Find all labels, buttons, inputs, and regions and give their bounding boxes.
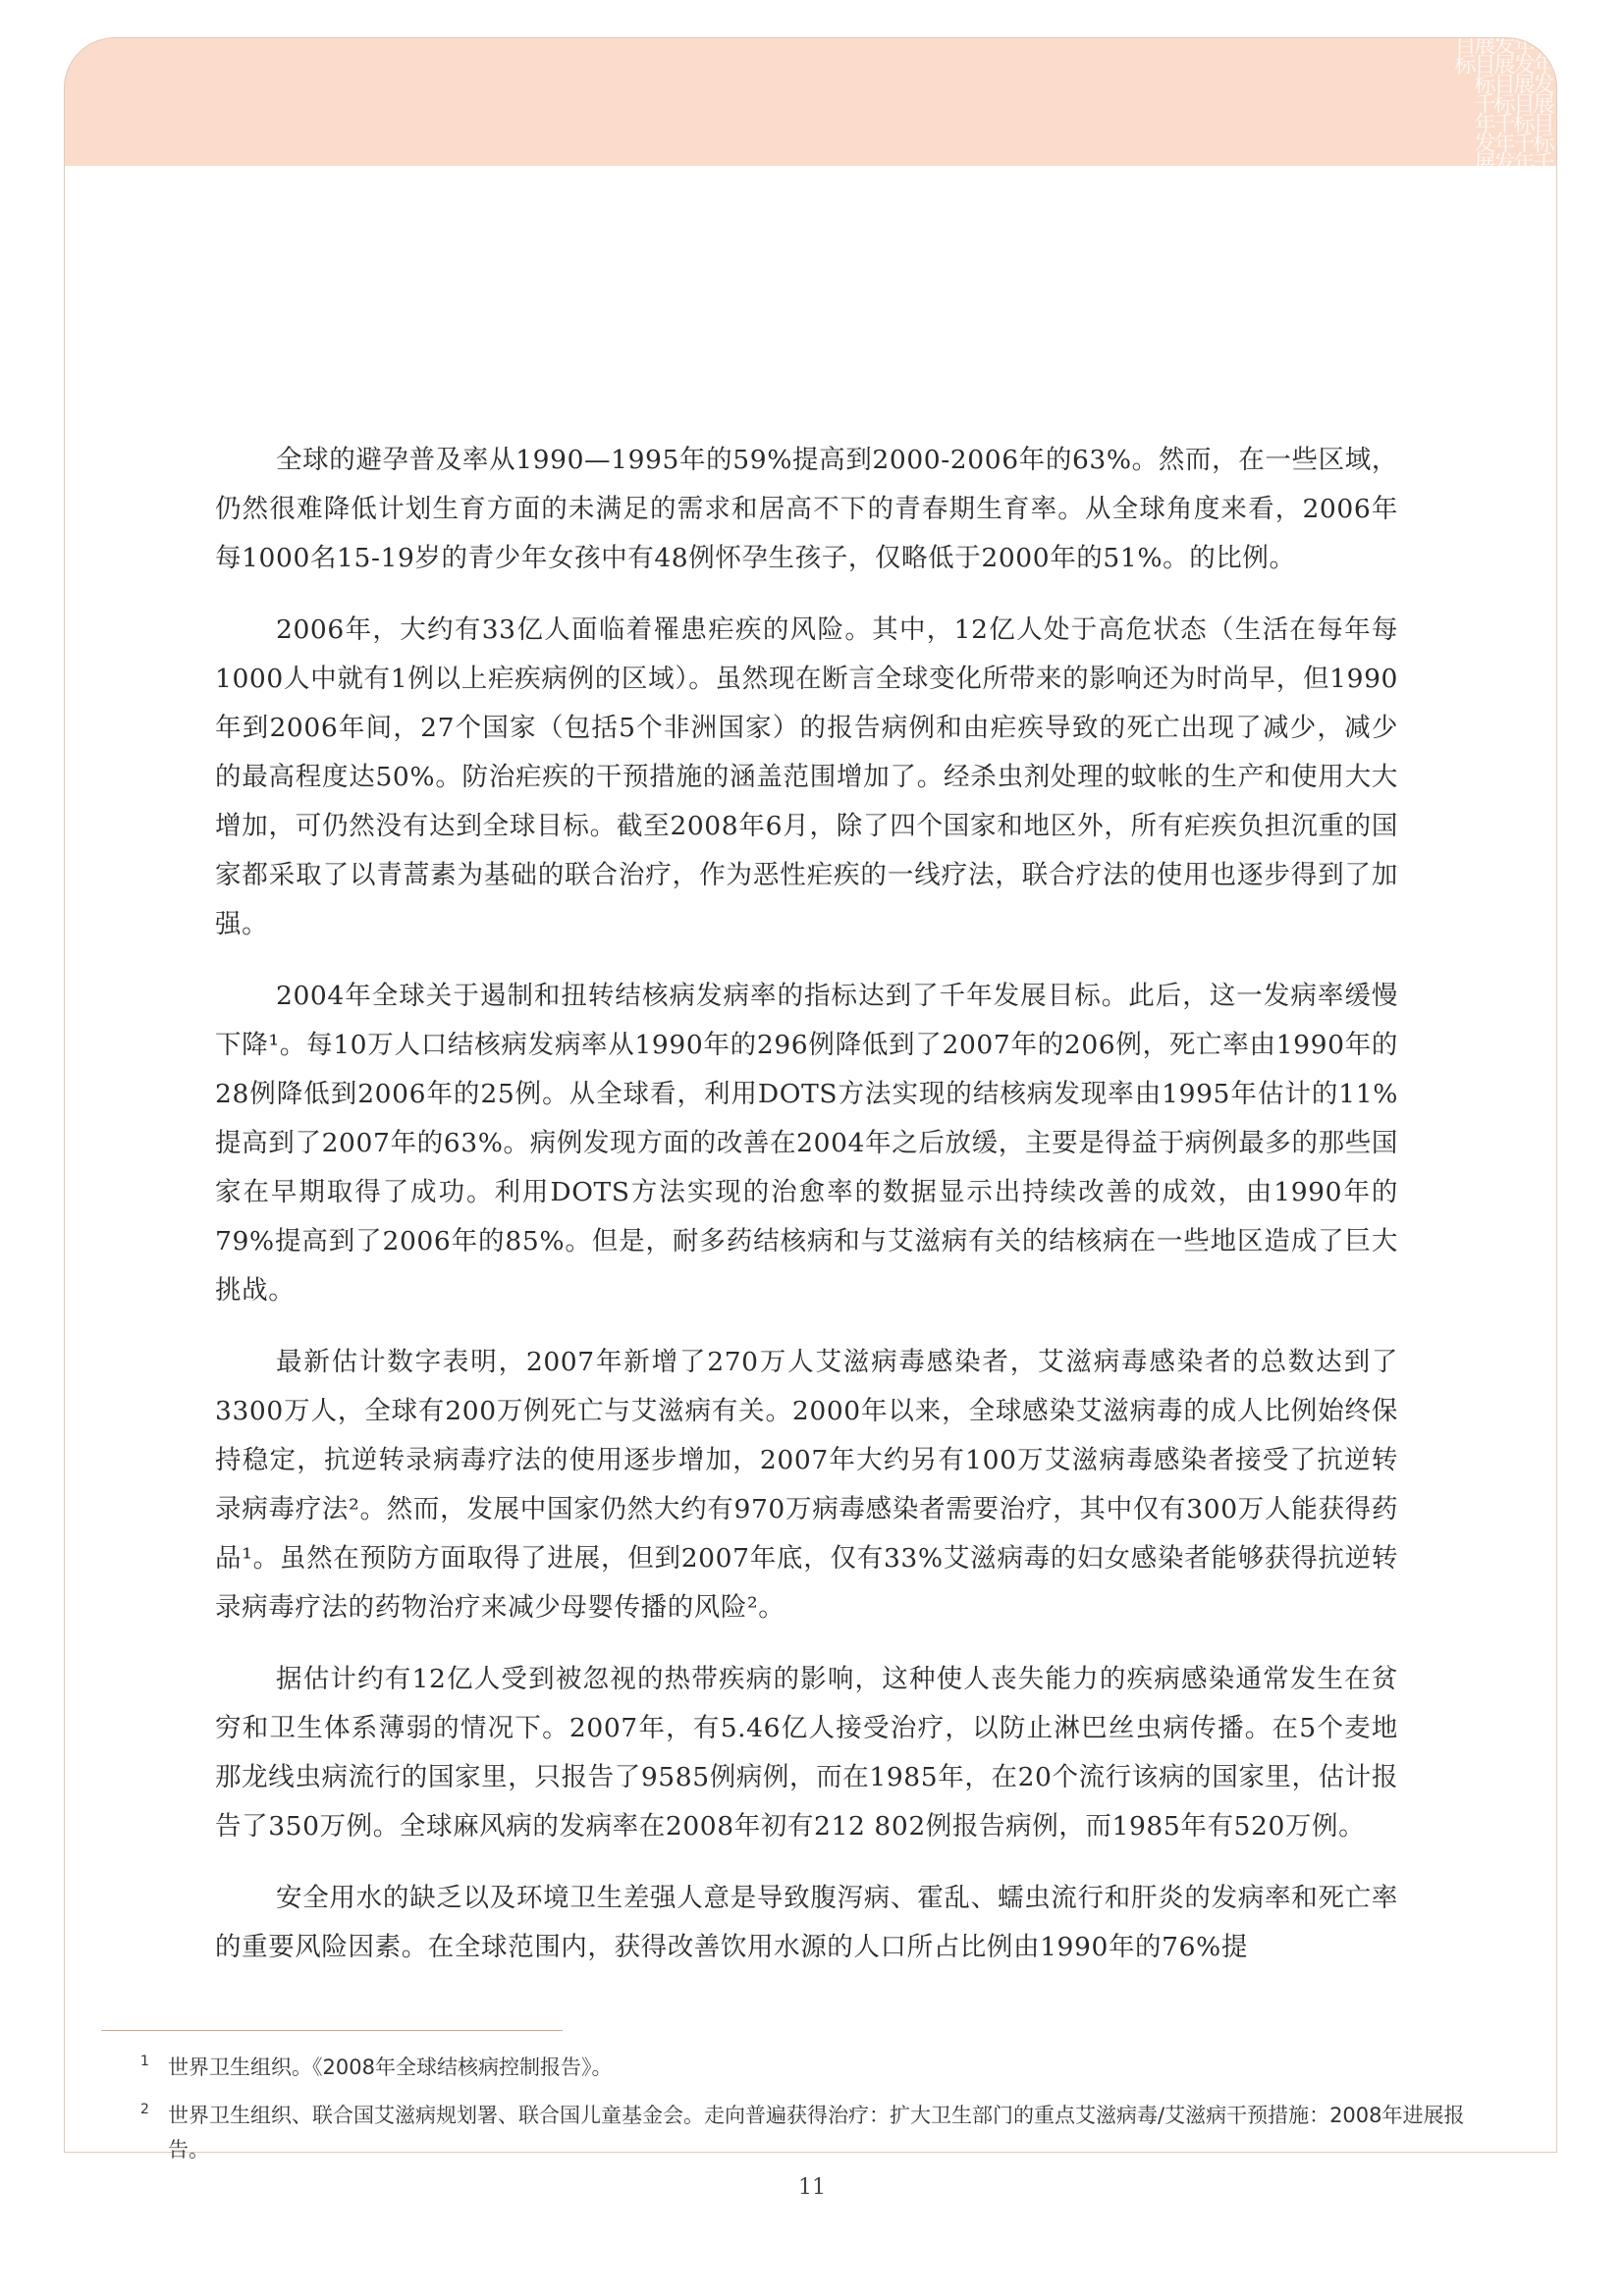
paragraph-water-sanitation: 安全用水的缺乏以及环境卫生差强人意是导致腹泻病、霍乱、蠕虫流行和肝炎的发病率和死亡率的重要风险因素。在全球范围内，获得改善饮用水源的人口所占比例由1990年的76%提: [215, 1883, 1398, 1962]
footnotes: [101, 2030, 1476, 2181]
paragraph-tropical-diseases: 据估计约有12亿人受到被忽视的热带疾病的影响，这种使人丧失能力的疾病感染通常发生在贫穷和卫生体系薄弱的情况下。2007年，有5.46亿人接受治疗，以防止淋巴丝虫病传播。在5个麦地那龙线虫病流行的国家里，只报告了9585例病例，而在1985年，在20个流行该病的国家里，估计报告了350万例。全球麻风病的发病率在2008年初有212 802例报告病例，而1985年有520万例。: [215, 1664, 1398, 1842]
footnote-2: [101, 2099, 1476, 2167]
header-decoration: 千年发展目标千年发展目标千年发展目标千年发展目标千年发展目标: [1451, 33, 1554, 171]
page-number: 11: [798, 2175, 826, 2200]
footnote-divider: [101, 2030, 563, 2031]
footnote-number: 2: [140, 2102, 149, 2117]
footnote-1: [101, 2051, 1476, 2085]
footnote-number: 1: [140, 2054, 149, 2069]
paragraph-hiv: 最新估计数字表明，2007年新增了270万人艾滋病毒感染者，艾滋病毒感染者的总数达到了3300万人，全球有200万例死亡与艾滋病有关。2000年以来，全球感染艾滋病毒的成人比例始终保持稳定，抗逆转录病毒疗法的使用逐步增加，2007年大约另有100万艾滋病毒感染者接受了抗逆转录病毒疗法²。然而，发展中国家仍然大约有970万病毒感染者需要治疗，其中仅有300万人能获得药品¹。虽然在预防方面取得了进展，但到2007年底，仅有33%艾滋病毒的妇女感染者能够获得抗逆转录病毒疗法的药物治疗来减少母婴传播的风险²。: [215, 1347, 1398, 1623]
footnote-text: 世界卫生组织、联合国艾滋病规划署、联合国儿童基金会。走向普遍获得治疗：扩大卫生部门的重点艾滋病毒/艾滋病干预措施：2008年进展报告。: [168, 2104, 1465, 2162]
paragraph-contraception: 全球的避孕普及率从1990—1995年的59%提高到2000-2006年的63%。然而，在一些区域，仍然很难降低计划生育方面的未满足的需求和居高不下的青春期生育率。从全球角度来看，2006年每1000名15-19岁的青少年女孩中有48例怀孕生孩子，仅略低于2000年的51%。的比例。: [215, 445, 1398, 573]
footnote-text: 世界卫生组织。《2008年全球结核病控制报告》。: [168, 2056, 613, 2079]
paragraph-malaria: 2006年，大约有33亿人面临着罹患疟疾的风险。其中，12亿人处于高危状态（生活在每年每1000人中就有1例以上疟疾病例的区域）。虽然现在断言全球变化所带来的影响还为时尚早，但1990年到2006年间，27个国家（包括5个非洲国家）的报告病例和由疟疾导致的死亡出现了减少，减少的最高程度达50%。防治疟疾的干预措施的涵盖范围增加了。经杀虫剂处理的蚊帐的生产和使用大大增加，可仍然没有达到全球目标。截至2008年6月，除了四个国家和地区外，所有疟疾负担沉重的国家都采取了以青蒿素为基础的联合治疗，作为恶性疟疾的一线疗法，联合疗法的使用也逐步得到了加强。: [215, 614, 1398, 939]
body-text: [215, 436, 1398, 1995]
paragraph-tuberculosis: 2004年全球关于遏制和扭转结核病发病率的指标达到了千年发展目标。此后，这一发病率缓慢下降¹。每10万人口结核病发病率从1990年的296例降低到了2007年的206例，死亡率由1990年的28例降低到2006年的25例。从全球看，利用DOTS方法实现的结核病发现率由1995年估计的11%提高到了2007年的63%。病例发现方面的改善在2004年之后放缓，主要是得益于病例最多的那些国家在早期取得了成功。利用DOTS方法实现的治愈率的数据显示出持续改善的成效，由1990年的79%提高到了2006年的85%。但是，耐多药结核病和与艾滋病有关的结核病在一些地区造成了巨大挑战。: [215, 981, 1398, 1306]
